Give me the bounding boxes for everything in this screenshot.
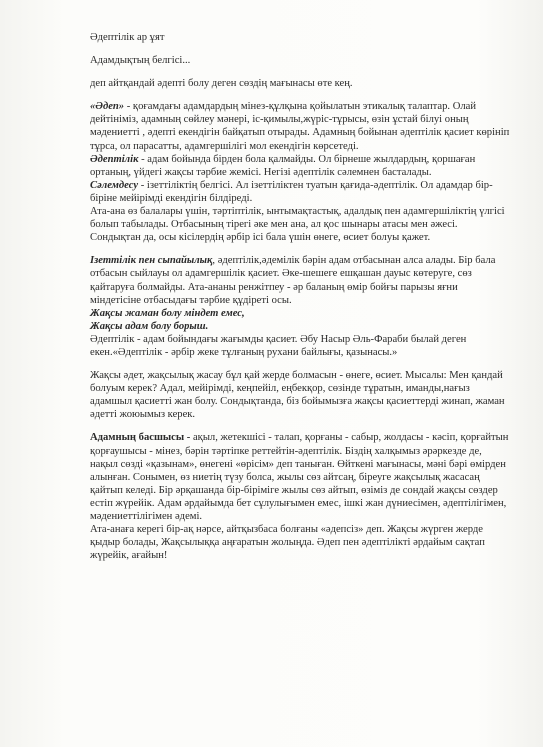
document-title: Әдептілік ар ұят bbox=[90, 32, 165, 43]
proverb-line-2: Жақсы адам болу борыш. bbox=[90, 320, 209, 332]
paragraph-adeptilik-text: - адам бойында бірден бола қалмайды. Ол бірнеше жылдардың, қоршаған ортаның, үйдегі жақсы тәрбие жемісі. Негізі әдептілік сәлемнен басталады. bbox=[90, 153, 476, 178]
term-basshysy: Адамның басшысы - bbox=[90, 432, 193, 444]
paragraph-farabi: Әдептілік - адам бойындағы жағымды қасиет. Әбу Насыр Әль-Фараби былай деген екен.«Әдептілік - әрбір жеке тұлғаның рухани байлығы, қазынасы.» bbox=[90, 333, 467, 358]
paragraph-izettilik bbox=[90, 254, 510, 306]
paragraph-salemdesu bbox=[90, 179, 510, 205]
paragraph-salemdesu-text: - ізеттіліктің белгісі. Ал ізеттіліктен туатын қағида-әдептілік. Ол адамдар бір-біріне мейірімді екендігін білдіреді. bbox=[90, 179, 493, 204]
term-izettilik: Ізеттілік пен сыпайылық bbox=[90, 255, 213, 267]
paragraph-closing: Ата-анаға керегі бір-ақ нәрсе, айтқызбаса болғаны «әдепсіз» деп. Жақсы жүрген жерде қыдыр болады, Жақсылыққа аңғаратын жолыңда. Әдеп пен әдептілікті әрдайым сақтап жүрейік, ағайын! bbox=[90, 524, 485, 562]
paragraph-adep-text: - қоғамдағы адамдардың мінез-құлқына қойылатын этикалық талаптар. Олай дейтініміз, адамның сөйлеу мәнері, іс-қимылы,жүріс-тұрысы, өзін ұстай білуі оның мәдениетті , әдепті екендігін байқатып отырады. Адамның бойынан әдептілік қасиет көрініп тұрса, ол парасатты, адамгершілігі мол екендігін көрсетеді. bbox=[90, 101, 510, 152]
paragraph-basshysy bbox=[90, 431, 510, 523]
paragraph-adeptilik bbox=[90, 153, 510, 179]
intro-line: Адамдықтың белгісі... bbox=[90, 55, 191, 67]
term-salemdesu: Сәлемдесу bbox=[90, 179, 139, 191]
paragraph-izettilik-text: , әдептілік,әдемілік бәрін адам отбасынан алса алады. Бір бала отбасын сыйлауы ол адамгершілік қасиет. Әке-шешеге ешқашан дауыс көтеруге, сөз қайтаруға болмайды. Ата-ананы ренжітпеу - әр баланың өмір бойғы парызы яғни міндетісіне отбасыдағы тәрбие құдіреті осы. bbox=[90, 255, 496, 306]
paragraph-basshysy-text: ақыл, жетекшісі - талап, қорғаны - сабыр, жолдасы - кәсіп, қорғайтын қорғаушысы - мінез, бәрін тәртіпке реттейтін-әдептілік. Біздің халқымыз әрәркезде де, нақыл сөзді «қазынам», өнегені «өрісім» деп таныған. Өйткені мағынасы, мәні бәрі өмірден алынған. Сонымен, өз ниетің түзу болса, жылы сөз айтсаң, біреуге жақсылық жасасаң қайтып келеді. Бір әрқашанда бір-біріміге жылы сөз айтып, өзіміз де сондай жақсы сөздер естіп жүрейік. Адам әрдайымда бет сұлулығымен емес, ішкі жан дүниесімен, әдептілігімен, мәдениеттілігімен әдемі. bbox=[90, 432, 509, 522]
document-body bbox=[90, 31, 510, 562]
term-adeptilik: Әдептілік bbox=[90, 153, 139, 165]
intro-line-2: деп айтқандай әдепті болу деген сөздің мағынасы өте кең. bbox=[90, 78, 353, 90]
proverb-line-1: Жақсы жаман болу міндет емес, bbox=[90, 307, 245, 319]
paragraph-ata-ana: Ата-ана өз балалары үшін, тәртіптілік, ынтымақтастық, адалдық пен адамгершіліктің үлгісі болып табылады. Отбасының тірегі әке мен ана, ал қос шынары атасы мен әжесі. Сондықтан да, осы кісілердің әрбір ісі бала үшін өнеге, өсиет болуы қажет. bbox=[90, 206, 505, 244]
paragraph-adep bbox=[90, 100, 510, 152]
term-adep: «Әдеп» bbox=[90, 101, 125, 113]
paragraph-jaksy-adet: Жақсы әдет, жақсылық жасау бұл қай жерде болмасын - өнеге, өсиет. Мысалы: Мен қандай болуым керек? Адал, мейірімді, кеңпейіл, еңбекқор, сөзінде тұратын, иманды,нағыз адамшыл қасиетті жан болу. Сондықтанда, біз бойымызға жақсы қасиеттерді жинап, жаман әдетті жоюымыз керек. bbox=[90, 370, 505, 421]
